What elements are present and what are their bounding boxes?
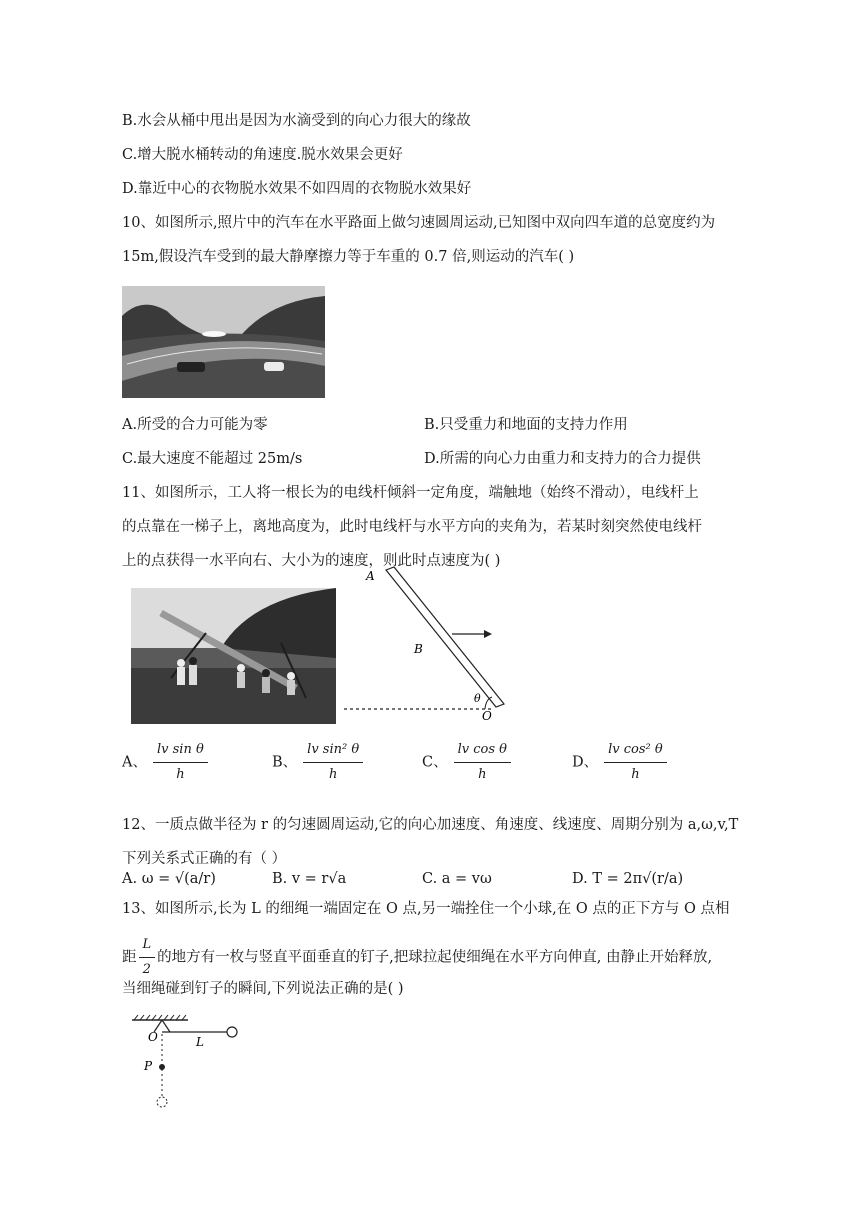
pole: [386, 567, 504, 707]
q10-option-c: C.最大速度不能超过 25m/s: [122, 451, 303, 467]
nail-p: [159, 1064, 165, 1070]
q13-stem-line1: 13、如图所示,长为 L 的细绳一端固定在 O 点,另一端拴住一个小球,在 O 点的正下方与 O 点相: [122, 901, 730, 917]
q13-pendulum-diagram: [126, 1012, 246, 1116]
q12-option-c: C. a = vω: [422, 871, 492, 887]
q11-option-d: D、 $\frac{\text{lv cos² θ}}{h}$: [572, 740, 667, 785]
q11-workers-photo: [131, 588, 336, 728]
ball-lowest-position: [157, 1097, 167, 1107]
q11-pole-diagram: [344, 566, 514, 730]
q9-option-c: C.增大脱水桶转动的角速度.脱水效果会更好: [122, 147, 403, 163]
q10-option-b: B.只受重力和地面的支持力作用: [424, 417, 628, 433]
q9-option-b: B.水会从桶中甩出是因为水滴受到的向心力很大的缘故: [122, 113, 471, 129]
label-p: P: [144, 1059, 153, 1073]
q12-stem-line1: 12、一质点做半径为 r 的匀速圆周运动,它的向心加速度、角速度、线速度、周期分别为 a,ω,v,T: [122, 817, 739, 833]
q12-stem-line2: 下列关系式正确的有（ ）: [122, 851, 287, 867]
q11-stem-line3: 上的点获得一水平向右、大小为的速度，则此时点速度为( ): [122, 553, 501, 569]
label-b: B: [414, 642, 423, 656]
q11-option-c: C、 $\frac{\text{lv cos θ}}{h}$: [422, 740, 511, 785]
q12-option-d: D. T = 2π√(r/a): [572, 871, 684, 887]
label-l: L: [196, 1035, 204, 1049]
q11-stem-line2: 的点靠在一梯子上，离地高度为，此时电线杆与水平方向的夹角为，若某时刻突然使电线杆: [122, 519, 702, 535]
label-a: A: [366, 569, 375, 583]
label-theta: θ: [474, 692, 481, 705]
q12-option-a: A. ω = √(a/r): [122, 871, 216, 887]
label-o: O: [482, 709, 492, 723]
q10-stem-line1: 10、如图所示,照片中的汽车在水平路面上做匀速圆周运动,已知图中双向四车道的总宽度约为: [122, 215, 716, 231]
q11-stem-line1: 11、如图所示，工人将一根长为的电线杆倾斜一定角度，端触地（始终不滑动），电线杆上: [122, 485, 699, 501]
q10-stem-line2: 15m,假设汽车受到的最大静摩擦力等于车重的 0.7 倍,则运动的汽车( ): [122, 249, 575, 265]
q9-option-d: D.靠近中心的衣物脱水效果不如四周的衣物脱水效果好: [122, 181, 472, 197]
q13-stem-line2: 距 $\frac{L}{2}$ 的地方有一枚与竖直平面垂直的钉子,把球拉起使细绳在水平方向伸直, 由静止开始释放,: [122, 937, 713, 977]
ball: [227, 1027, 237, 1037]
q10-option-d: D.所需的向心力由重力和支持力的合力提供: [424, 451, 701, 467]
q10-car-photo: [122, 286, 325, 402]
q11-option-b: B、 $\frac{\text{lv sin² θ}}{h}$: [272, 740, 363, 785]
q13-stem-line3: 当细绳碰到钉子的瞬间,下列说法正确的是( ): [122, 981, 404, 997]
label-o: O: [148, 1030, 158, 1044]
q11-option-a: A、 $\frac{\text{lv sin θ}}{h}$: [122, 740, 208, 785]
q10-option-a: A.所受的合力可能为零: [122, 417, 268, 433]
q12-option-b: B. v = r√a: [272, 871, 347, 887]
